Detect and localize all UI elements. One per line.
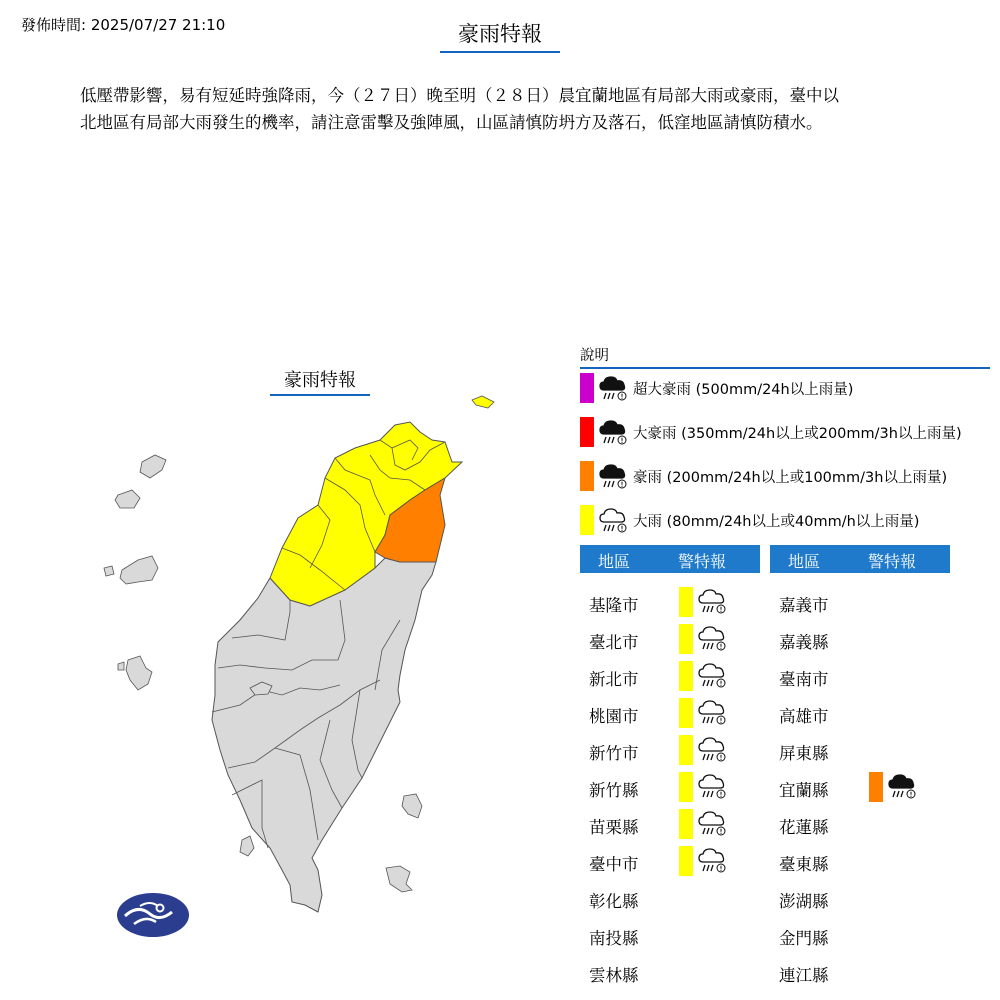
warning-description (80, 82, 920, 136)
alert-icon (887, 771, 917, 805)
table-row-area: 苗栗縣 (589, 818, 639, 837)
table-row-area: 基隆市 (589, 596, 639, 615)
taiwan-warning-map (100, 390, 500, 940)
alert-icon (697, 771, 727, 805)
table-row-area: 嘉義市 (779, 596, 829, 615)
rain-cloud-icon (697, 660, 727, 690)
rain-cloud-icon (598, 505, 628, 535)
table-row-area: 金門縣 (779, 929, 829, 948)
alert-icon (697, 660, 727, 694)
alert-icon (697, 586, 727, 620)
legend-label: 大豪雨 (350mm/24h以上或200mm/3h以上雨量) (633, 425, 962, 442)
rain-cloud-icon (697, 586, 727, 616)
table-row-area: 嘉義縣 (779, 633, 829, 652)
table-header-left (580, 545, 760, 573)
alert-level-bar (679, 624, 693, 654)
table-header-right (770, 545, 950, 573)
heavy-rain-cloud-icon (598, 373, 628, 403)
table-row-area: 南投縣 (589, 929, 639, 948)
heavy-rain-cloud-icon (887, 771, 917, 801)
table-row-area: 臺南市 (779, 670, 829, 689)
description-line-2: 北地區有局部大雨發生的機率，請注意雷擊及強陣風，山區請慎防坍方及落石，低窪地區請慎防積水。 (80, 113, 823, 132)
page-title: 豪雨特報 (440, 18, 560, 53)
legend-label: 大雨 (80mm/24h以上或40mm/h以上雨量) (633, 513, 920, 530)
issue-time: 發佈時間: 2025/07/27 21:10 (21, 16, 226, 34)
rain-cloud-icon (697, 734, 727, 764)
table-row-area: 宜蘭縣 (779, 781, 829, 800)
alert-level-bar (679, 809, 693, 839)
alert-level-bar (679, 587, 693, 617)
table-row-area: 彰化縣 (589, 892, 639, 911)
table-row-area: 澎湖縣 (779, 892, 829, 911)
heavy-rain-cloud-icon (598, 461, 628, 491)
alert-icon (697, 623, 727, 657)
alert-level-bar (869, 772, 883, 802)
rain-cloud-icon (697, 771, 727, 801)
rain-cloud-icon (697, 623, 727, 653)
legend-swatch (580, 373, 594, 403)
table-row-area: 雲林縣 (589, 966, 639, 985)
rain-cloud-icon (697, 808, 727, 838)
alert-level-bar (679, 846, 693, 876)
legend-swatch (580, 461, 594, 491)
alert-level-bar (679, 772, 693, 802)
legend-swatch (580, 505, 594, 535)
table-header-warning: 警特報 (678, 552, 727, 571)
legend-swatch (580, 417, 594, 447)
table-row-area: 新竹縣 (589, 781, 639, 800)
map-region-no-alert[interactable] (212, 558, 436, 912)
table-header-area: 地區 (788, 552, 821, 571)
table-row-area: 臺東縣 (779, 855, 829, 874)
legend-item (580, 460, 947, 492)
rain-cloud-icon (697, 845, 727, 875)
rain-cloud-icon (697, 697, 727, 727)
alert-level-bar (679, 661, 693, 691)
table-row-area: 臺中市 (589, 855, 639, 874)
alert-icon (697, 808, 727, 842)
legend-label: 超大豪雨 (500mm/24h以上雨量) (633, 381, 854, 398)
legend-title: 說明 (580, 344, 990, 369)
description-line-1: 低壓帶影響，易有短延時強降雨，今（２７日）晚至明（２８日）晨宜蘭地區有局部大雨或豪雨，臺中以 (80, 86, 839, 105)
legend-item (580, 372, 853, 404)
legend-label: 豪雨 (200mm/24h以上或100mm/3h以上雨量) (633, 469, 948, 486)
table-row-area: 高雄市 (779, 707, 829, 726)
table-row-area: 臺北市 (589, 633, 639, 652)
alert-icon (697, 697, 727, 731)
heavy-rain-cloud-icon (598, 417, 628, 447)
alert-level-bar (679, 735, 693, 765)
table-row-area: 連江縣 (779, 966, 829, 985)
alert-icon (697, 845, 727, 879)
legend-item (580, 504, 919, 536)
table-header-area: 地區 (598, 552, 631, 571)
table-row-area: 桃園市 (589, 707, 639, 726)
legend-item (580, 416, 962, 448)
alert-icon (697, 734, 727, 768)
cwa-logo (117, 893, 189, 937)
alert-level-bar (679, 698, 693, 728)
table-header-warning: 警特報 (868, 552, 917, 571)
map-title: 豪雨特報 (270, 366, 370, 396)
table-row-area: 花蓮縣 (779, 818, 829, 837)
table-row-area: 新竹市 (589, 744, 639, 763)
table-row-area: 新北市 (589, 670, 639, 689)
table-row-area: 屏東縣 (779, 744, 829, 763)
